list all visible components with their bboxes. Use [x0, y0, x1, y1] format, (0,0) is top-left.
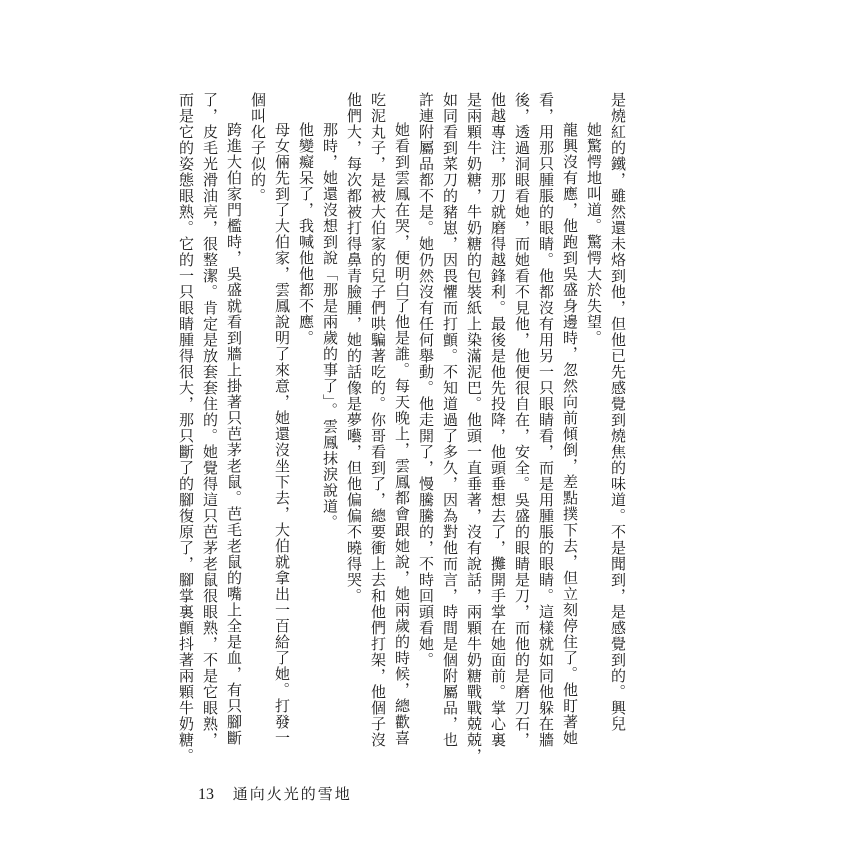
text-line: 是兩顆牛奶糖，牛奶糖的包裝紙上染滿泥巴。他頭一直垂著，沒有說話，兩顆牛奶糖戰戰兢兢， — [465, 92, 483, 764]
text-line: 她看到雲鳳在哭，便明白了他是誰。每天晚上，雲鳳都會跟她說，她兩歲的時候，總歡喜 — [393, 122, 411, 746]
text-line: 如同看到菜刀的豬崽，因畏懼而打顫。不知道過了多久，因為對他而言，時間是個附屬品，也 — [441, 92, 459, 748]
text-line: 吃泥丸子，是被大伯家的兒子們哄騙著吃的。你哥看到了，總要衝上去和他們打架，他個子沒 — [369, 92, 387, 748]
text-line: 他越專注，那刀就磨得越鋒利。最後是他先投降，他頭垂想去了，攤開手掌在她面前。掌心裏 — [489, 92, 507, 748]
text-line: 跨進大伯家門檻時，吳盛就看到牆上掛著只芭茅老鼠。芭毛老鼠的嘴上全是血，有只腳斷 — [225, 122, 243, 746]
body-text — [177, 92, 630, 767]
text-line: 後，透過洞眼看她，而她看不見他，他便很自在，安全。吳盛的眼睛是刀，而他的是磨刀石， — [513, 92, 531, 748]
text-line: 他變癡呆了，我喊他他都不應。 — [297, 122, 315, 346]
text-line: 那時，她還沒想到說「那是兩歲的事了」。雲鳳抹淚說道。 — [321, 122, 339, 531]
page-footer — [198, 783, 352, 804]
text-line: 而是它的姿態眼熟。它的一只眼睛腫得很大，那只斷了的腳復原了，腳掌裏顫抖著兩顆牛奶糖。 — [177, 92, 195, 764]
text-line: 龍興沒有應，他跑到吳盛身邊時，忽然向前傾倒，差點撲下去，但立刻停住了。他盯著她 — [561, 122, 579, 746]
text-line: 許連附屬品都不是。她仍然沒有任何舉動。他走開了，慢騰騰的，不時回頭看她。 — [417, 92, 435, 668]
text-line: 她驚愕地叫道。驚愕大於失望。 — [585, 122, 603, 346]
text-line: 了，皮毛光滑油亮，很整潔。肯定是放套套住的。她覺得這只芭茅老鼠很眼熟，不是它眼熟， — [201, 92, 219, 748]
text-line: 他們大，每次都被打得鼻青臉腫，她的話像是夢囈，但他偏偏不曉得哭。 — [345, 92, 363, 604]
page-number: 13 — [198, 786, 214, 803]
text-line: 是燒紅的鐵，雖然還未烙到他，但他已先感覺到燒焦的味道。不是聞到，是感覺到的。興兒 — [609, 92, 627, 732]
text-line: 個叫化子似的。 — [249, 92, 267, 204]
text-line: 母女倆先到了大伯家，雲鳳說明了來意，她還沒坐下去，大伯就拿出一百給了她。打發一 — [273, 122, 291, 746]
running-title: 通向火光的雪地 — [232, 785, 352, 803]
text-line: 看，用那只腫脹的眼睛。他都沒有用另一只眼睛看，而是用腫脹的眼睛。這樣就如同他躲在牆 — [537, 92, 555, 748]
